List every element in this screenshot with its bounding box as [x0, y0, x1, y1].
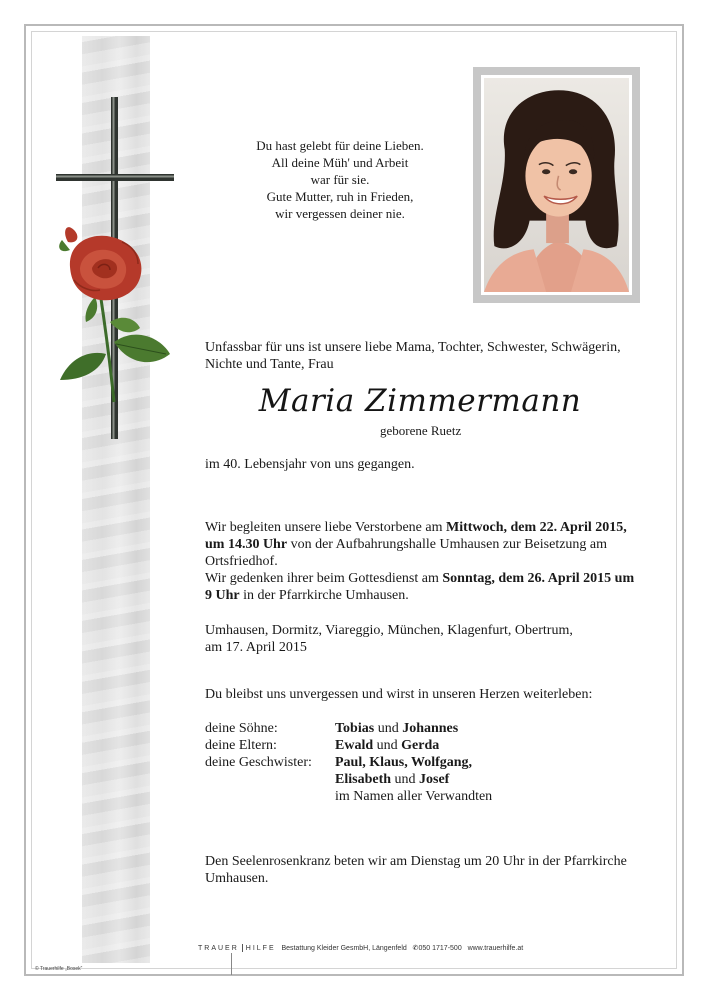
notice-date: am 17. April 2015 — [205, 640, 307, 655]
deceased-name: Maria Zimmermann — [258, 383, 582, 419]
ceremony-text-part: in der Pfarrkirche Umhausen. — [239, 588, 409, 603]
footer — [198, 944, 523, 952]
family-name: Johannes — [402, 721, 459, 736]
family-names — [335, 754, 635, 805]
phone-icon: ✆ — [412, 945, 419, 952]
family-name: Gerda — [401, 738, 440, 753]
ceremony-funeral-date: Mittwoch, dem 22. April 2015, um 14.30 Uhr — [205, 520, 627, 552]
age-line: im 40. Lebensjahr von uns gegangen. — [205, 457, 415, 472]
memorial-poem — [230, 137, 450, 222]
ceremony-mass-date: Sonntag, dem 26. April 2015 um 9 Uhr — [205, 571, 635, 603]
family-name: Tobias — [335, 721, 375, 736]
portrait-photo — [484, 78, 629, 292]
place-date — [205, 622, 642, 656]
poem-line: wir vergessen deiner nie. — [275, 206, 405, 221]
copyright: © Trauerhilfe „Bosek“ — [35, 966, 83, 972]
intro-text: Unfassbar für uns ist unsere liebe Mama, Tochter, Schwester, Schwägerin, Nichte und Tante, Frau — [205, 340, 621, 372]
poem-line: Gute Mutter, ruh in Frieden, — [266, 189, 414, 204]
family-and: und — [374, 721, 403, 736]
poem-line: All deine Müh' und Arbeit — [271, 155, 409, 170]
company-name: Bestattung Kleider GesmbH, Längenfeld — [281, 945, 407, 952]
phone-number: 050 1717-500 — [418, 945, 462, 952]
maiden-name: geborene Ruetz — [380, 423, 462, 438]
family-names — [335, 737, 635, 754]
ceremony-text — [205, 519, 642, 604]
family-name: Elisabeth — [335, 772, 392, 787]
family-name: Paul, Klaus, Wolfgang, — [335, 755, 473, 770]
family-names — [335, 720, 635, 737]
family-name: Ewald — [335, 738, 374, 753]
family-list — [205, 720, 635, 805]
family-row-parents — [205, 737, 635, 754]
brand-trauer: TRAUER — [198, 945, 239, 952]
place-list: Umhausen, Dormitz, Viareggio, München, Klagenfurt, Obertrum, — [205, 623, 573, 638]
portrait-mat — [481, 75, 632, 295]
family-row-siblings — [205, 754, 635, 805]
relatives-line: im Namen aller Verwandten — [335, 789, 493, 804]
family-and: und — [373, 738, 402, 753]
family-label: deine Eltern: — [205, 738, 277, 753]
poem-line: Du hast gelebt für deine Lieben. — [256, 138, 424, 153]
poem-line: war für sie. — [310, 172, 370, 187]
website: www.trauerhilfe.at — [467, 945, 524, 952]
footer-line — [231, 953, 232, 975]
ceremony-text-part: Wir begleiten unsere liebe Verstorbene am — [205, 520, 446, 535]
family-row-sons — [205, 720, 635, 737]
ceremony-text-part: Wir gedenken ihrer beim Gottesdienst am — [205, 571, 443, 586]
closing-line: Du bleibst uns unvergessen und wirst in unseren Herzen weiterleben: — [205, 687, 593, 702]
cross-rose-ornament — [40, 92, 180, 452]
portrait-frame — [473, 67, 640, 303]
ceremony-text-part: von der Aufbahrungshalle Umhausen zur Beisetzung am Ortsfriedhof. — [205, 537, 608, 569]
brand-hilfe: HILFE — [245, 945, 276, 952]
rosary-text: Den Seelenrosenkranz beten wir am Dienstag um 20 Uhr in der Pfarrkirche Umhausen. — [205, 854, 627, 886]
family-label: deine Söhne: — [205, 721, 278, 736]
family-and: und — [391, 772, 420, 787]
brand-separator — [242, 944, 243, 952]
family-name: Josef — [419, 772, 450, 787]
family-label: deine Geschwister: — [205, 755, 312, 770]
